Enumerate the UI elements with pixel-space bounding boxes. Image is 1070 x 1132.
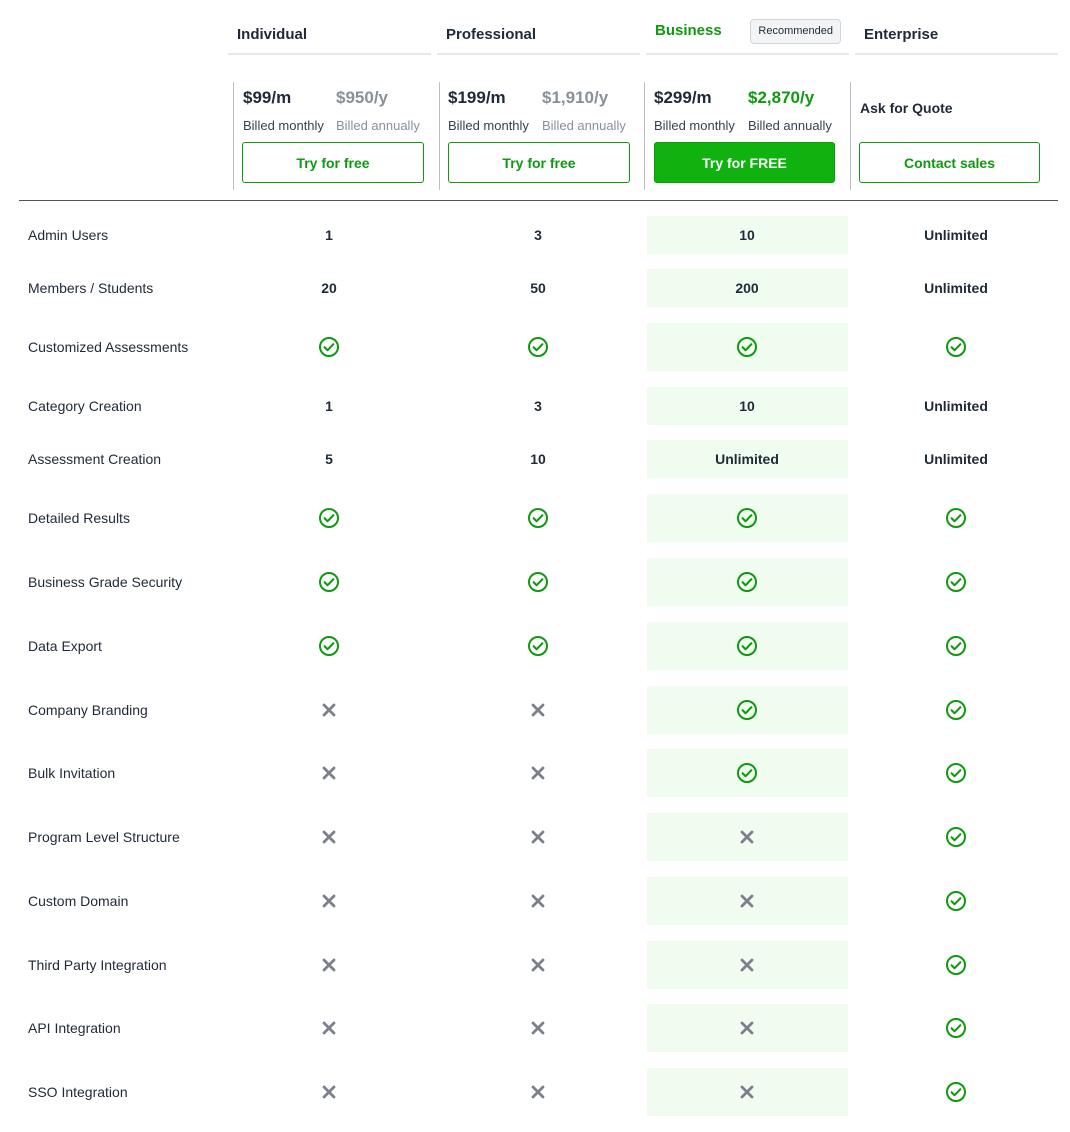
header-underline [228, 53, 431, 55]
feature-value: 10 [530, 451, 546, 467]
feature-row [0, 1068, 1070, 1116]
monthly-note: Billed monthly [243, 118, 324, 133]
feature-value: 10 [739, 227, 755, 243]
feature-label: Business Grade Security [28, 574, 183, 590]
check-icon [736, 507, 758, 529]
cross-icon [527, 954, 549, 976]
feature-value: 3 [534, 398, 542, 414]
check-icon [945, 699, 967, 721]
monthly-note: Billed monthly [448, 118, 529, 133]
check-icon [945, 1017, 967, 1039]
monthly-price: $199/m [448, 88, 506, 107]
try-for-free-button-professional[interactable]: Try for free [448, 142, 630, 183]
plan-name: Business [655, 22, 722, 39]
cross-icon [318, 699, 340, 721]
cross-icon [736, 826, 758, 848]
cross-icon [318, 890, 340, 912]
plan-name: Individual [237, 26, 308, 43]
ask-for-quote: Ask for Quote [860, 100, 953, 116]
check-icon [945, 507, 967, 529]
cross-icon [318, 1081, 340, 1103]
check-icon [318, 635, 340, 657]
cross-icon [318, 762, 340, 784]
feature-row [0, 323, 1070, 371]
feature-value: 50 [530, 280, 546, 296]
cross-icon [736, 1081, 758, 1103]
check-icon [736, 699, 758, 721]
feature-row [0, 216, 1070, 254]
feature-label: Members / Students [28, 280, 154, 296]
feature-label: Admin Users [28, 227, 109, 243]
annual-price: $950/y [336, 88, 388, 107]
feature-label: Customized Assessments [28, 339, 189, 355]
cross-icon [318, 954, 340, 976]
cross-icon [527, 890, 549, 912]
feature-value: Unlimited [715, 451, 779, 467]
check-icon [945, 635, 967, 657]
cross-icon [527, 1017, 549, 1039]
recommended-badge: Recommended [750, 19, 841, 44]
check-icon [318, 336, 340, 358]
feature-label: Detailed Results [28, 510, 130, 526]
check-icon [945, 954, 967, 976]
feature-value: 1 [325, 227, 333, 243]
check-icon [945, 826, 967, 848]
check-icon [945, 762, 967, 784]
check-icon [945, 1081, 967, 1103]
feature-row [0, 941, 1070, 989]
check-icon [527, 571, 549, 593]
feature-label: Company Branding [28, 702, 148, 718]
annual-note: Billed annually [542, 118, 626, 133]
header-underline [855, 53, 1058, 55]
cross-icon [318, 1017, 340, 1039]
feature-value: 1 [325, 398, 333, 414]
plan-header-enterprise [855, 0, 1058, 56]
plan-header-professional [437, 0, 640, 56]
cross-icon [318, 826, 340, 848]
feature-row [0, 1004, 1070, 1052]
feature-label: Program Level Structure [28, 829, 180, 845]
feature-label: Assessment Creation [28, 451, 162, 467]
feature-row [0, 622, 1070, 670]
annual-note: Billed annually [336, 118, 420, 133]
feature-row [0, 440, 1070, 478]
check-icon [945, 890, 967, 912]
feature-label: Third Party Integration [28, 957, 167, 973]
check-icon [527, 635, 549, 657]
plan-name: Enterprise [864, 26, 939, 43]
check-icon [527, 336, 549, 358]
feature-value: Unlimited [924, 451, 988, 467]
feature-row [0, 387, 1070, 425]
annual-price: $1,910/y [542, 88, 609, 107]
price-professional [440, 82, 643, 190]
feature-label: SSO Integration [28, 1084, 128, 1100]
plan-header-business [646, 0, 849, 56]
price-business [645, 82, 849, 190]
feature-label: Data Export [28, 638, 102, 654]
monthly-price: $99/m [243, 88, 292, 107]
price-individual [234, 82, 438, 190]
header-divider [19, 200, 1058, 201]
feature-row [0, 494, 1070, 542]
feature-value: Unlimited [924, 398, 988, 414]
monthly-note: Billed monthly [654, 118, 735, 133]
check-icon [318, 571, 340, 593]
feature-row [0, 269, 1070, 307]
header-underline [437, 53, 640, 55]
cross-icon [527, 699, 549, 721]
plan-header-individual [228, 0, 431, 56]
feature-label: Custom Domain [28, 893, 129, 909]
cross-icon [527, 762, 549, 784]
monthly-price: $299/m [654, 88, 712, 107]
feature-row [0, 686, 1070, 734]
annual-note: Billed annually [748, 118, 832, 133]
check-icon [736, 635, 758, 657]
feature-value: Unlimited [924, 227, 988, 243]
check-icon [736, 762, 758, 784]
feature-value: 10 [739, 398, 755, 414]
feature-row [0, 877, 1070, 925]
check-icon [736, 336, 758, 358]
feature-label: Bulk Invitation [28, 765, 116, 781]
cross-icon [527, 1081, 549, 1103]
cross-icon [527, 826, 549, 848]
feature-row [0, 813, 1070, 861]
try-for-free-button-business[interactable]: Try for FREE [654, 142, 835, 183]
check-icon [318, 507, 340, 529]
feature-value: 200 [735, 280, 759, 296]
check-icon [945, 336, 967, 358]
cross-icon [736, 890, 758, 912]
check-icon [945, 571, 967, 593]
contact-sales-button[interactable]: Contact sales [859, 142, 1040, 183]
check-icon [527, 507, 549, 529]
price-enterprise [851, 82, 1058, 190]
cross-icon [736, 1017, 758, 1039]
cross-icon [736, 954, 758, 976]
try-for-free-button-individual[interactable]: Try for free [242, 142, 424, 183]
feature-row [0, 558, 1070, 606]
feature-value: Unlimited [924, 280, 988, 296]
feature-label: API Integration [28, 1020, 121, 1036]
check-icon [736, 571, 758, 593]
annual-price: $2,870/y [748, 88, 815, 107]
plan-name: Professional [446, 26, 537, 43]
feature-value: 5 [325, 451, 333, 467]
header-underline [646, 53, 849, 55]
feature-label: Category Creation [28, 398, 142, 414]
feature-value: 20 [321, 280, 337, 296]
feature-row [0, 749, 1070, 797]
feature-value: 3 [534, 227, 542, 243]
